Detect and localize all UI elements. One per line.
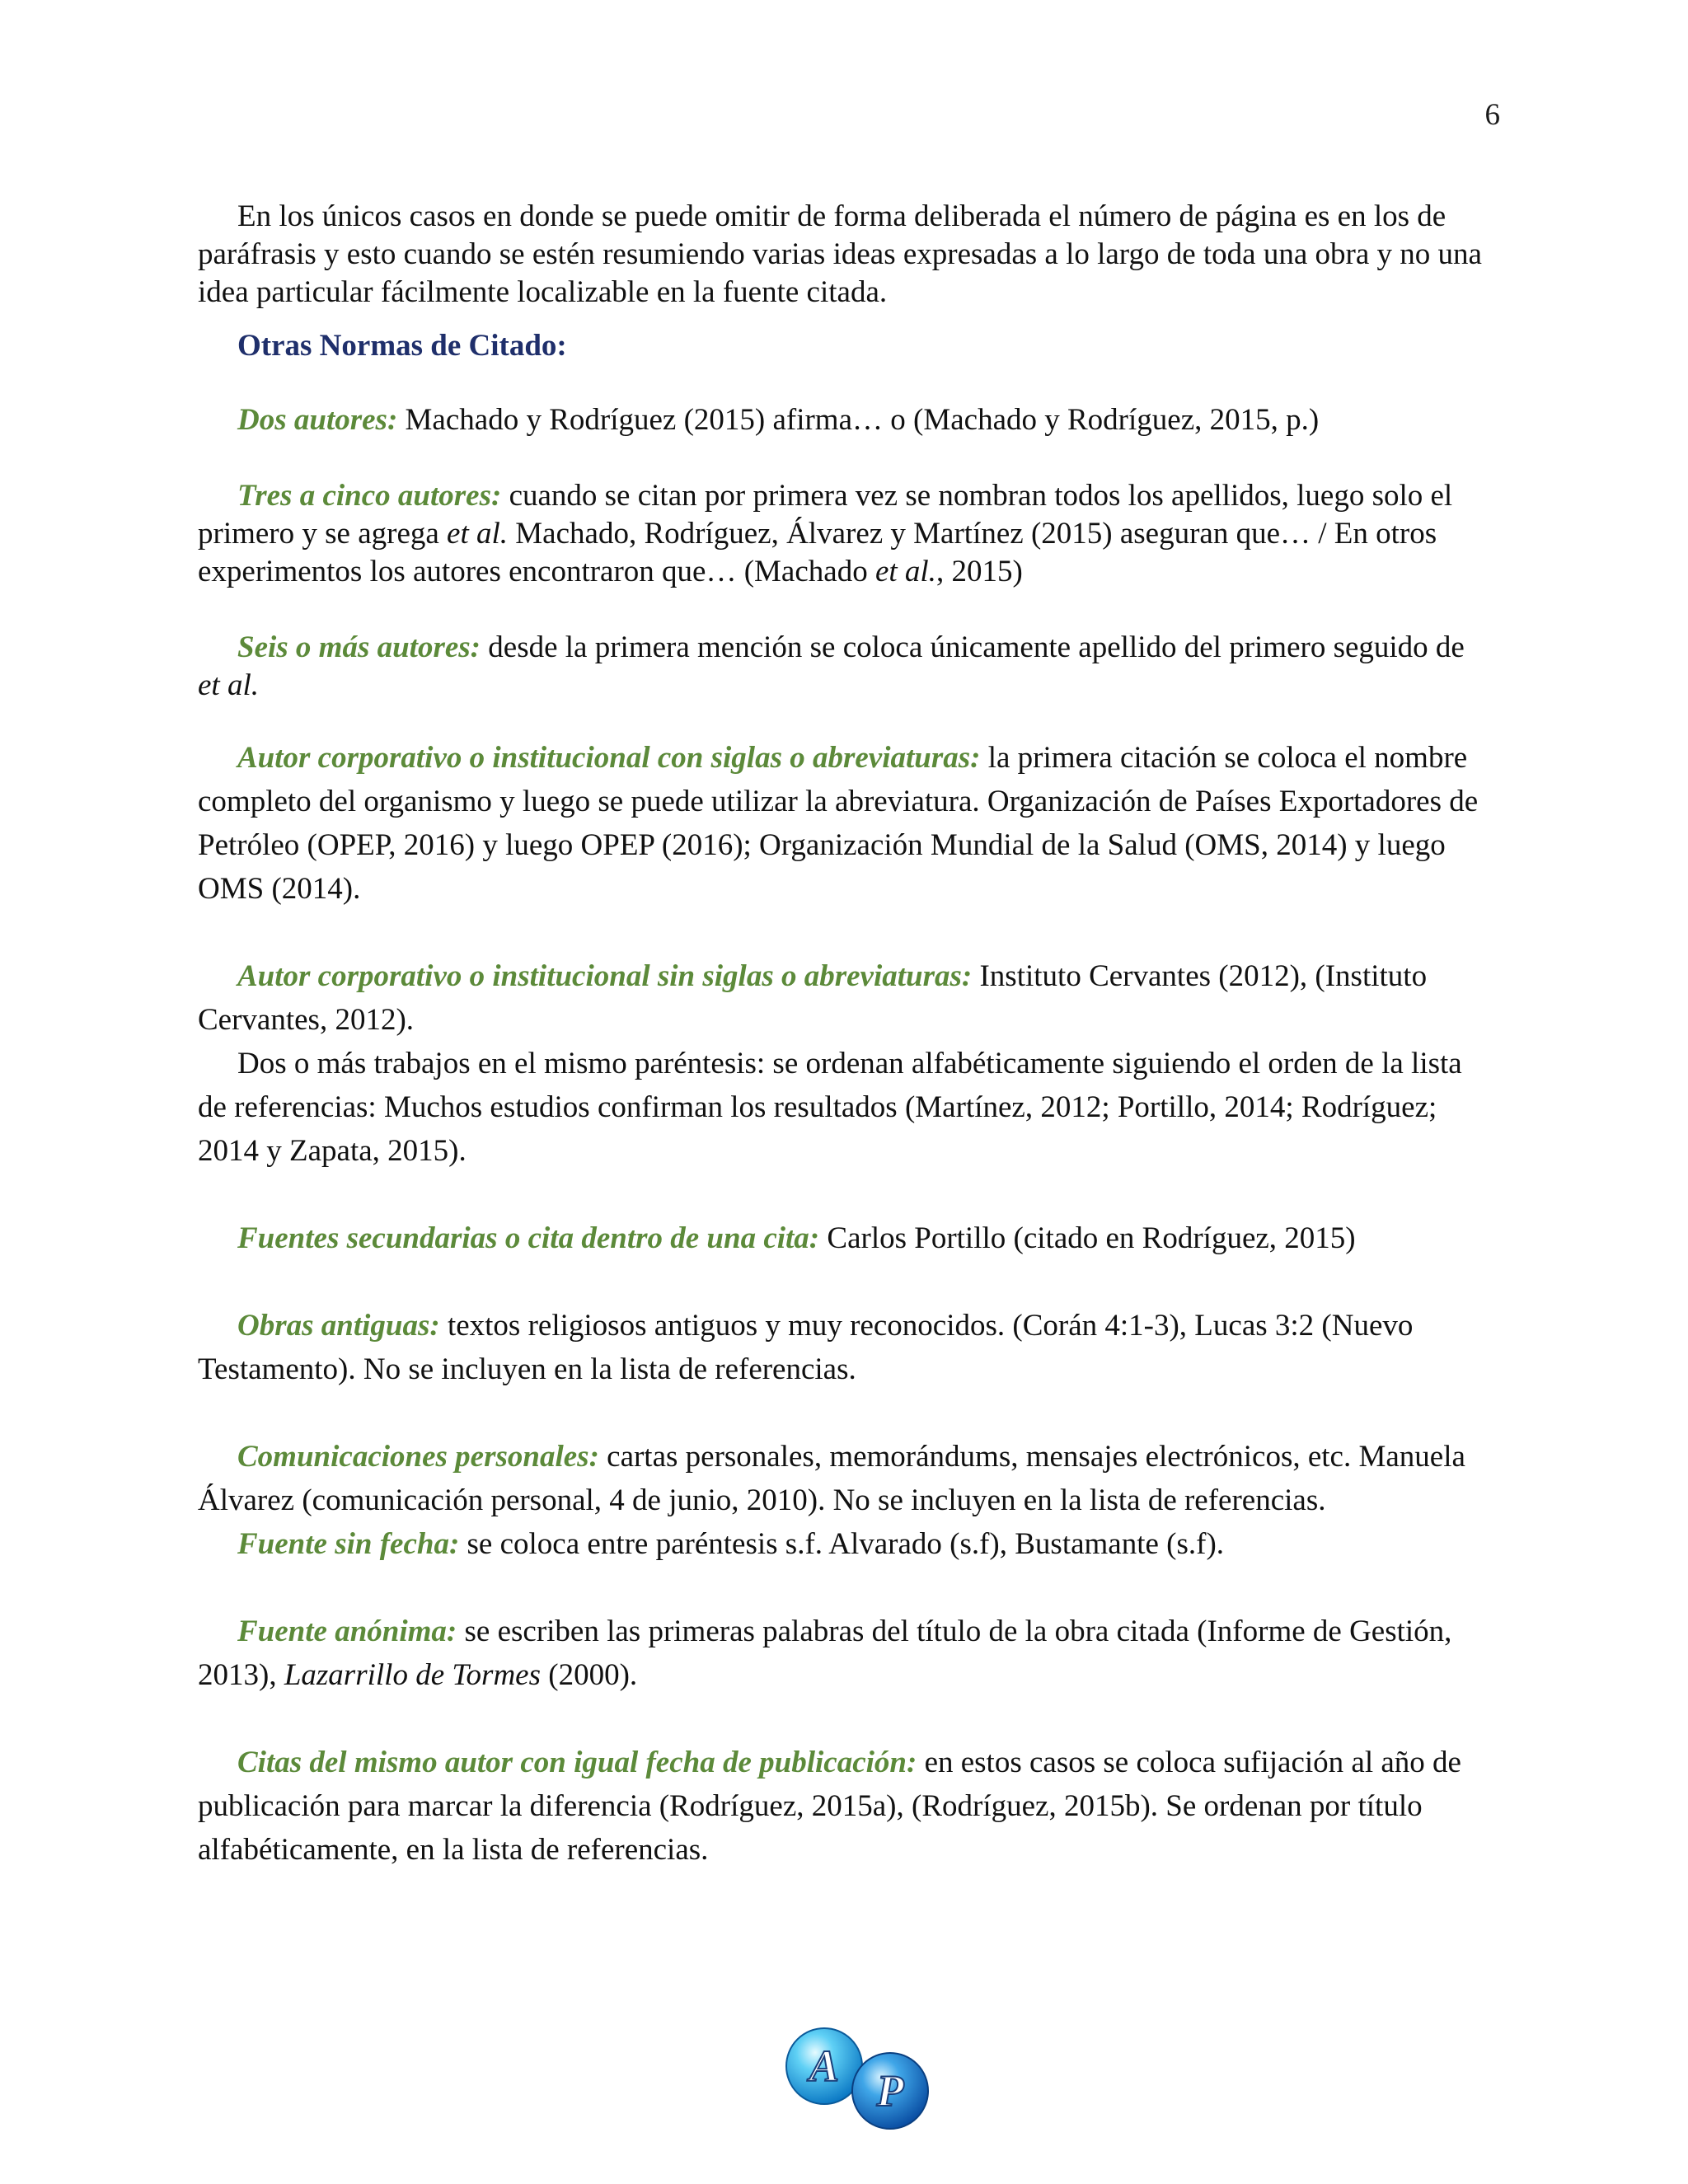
label-mismo-autor: Citas del mismo autor con igual fecha de publicación: [237,1746,917,1779]
text-tres-cinco-1: cuando se citan por primera vez se nombran todos los apellidos, luego solo el primero y se agrega [198,479,1453,551]
text-corporativo-siglas: la primera citación se coloca el nombre completo del organismo y luego se puede utilizar la abreviatura. Organización de Países Exportadores de Petróleo (OPEP, 2016) y luego OPEP (2016); Organización Mundial de la Salud (OMS, 2014) y luego OMS (2014). [198,741,1479,906]
logo-letter-p: P [876,2066,904,2116]
text-mismo-autor: en estos casos se coloca sufijación al año de publicación para marcar la diferencia (Rodríguez, 2015a), (Rodríguez, 2015b). Se ordenan por título alfabéticamente, en la lista de referencias. [198,1746,1461,1867]
label-tres-cinco-autores: Tres a cinco autores: [237,479,502,513]
logo-circle-p [852,2053,928,2129]
ap-logo [781,2023,935,2135]
label-fuente-anonima: Fuente anónima: [237,1615,457,1648]
logo-circle-a [786,2028,862,2104]
et-al-1: et al. [447,517,509,551]
section-heading: Otras Normas de Citado: [237,329,567,363]
text-fuente-anonima-1: se escriben las primeras palabras del título de la obra citada (Informe de Gestión, 2013), [198,1615,1452,1692]
paragraph-dos-autores [198,401,1484,439]
paragraph-fuentes-secundarias [198,1216,1484,1260]
label-fuentes-secundarias: Fuentes secundarias o cita dentro de una cita: [237,1221,820,1255]
paragraph-corporativo-sin-siglas [198,954,1484,1042]
label-obras-antiguas: Obras antiguas: [237,1309,440,1343]
text-tres-cinco-2: Machado, Rodríguez, Álvarez y Martínez (2015) aseguran que… / En otros experimentos los autores encontraron que… (Machado [198,517,1437,588]
et-al-3: et al. [198,668,259,702]
paragraph-mismo-autor [198,1741,1484,1872]
label-corporativo-sin-siglas: Autor corporativo o institucional sin siglas o abreviaturas: [237,959,973,993]
paragraph-seis-mas-autores [198,629,1484,705]
paragraph-fuente-sin-fecha [198,1522,1484,1566]
text-seis-mas: desde la primera mención se coloca únicamente apellido del primero seguido de [481,630,1465,664]
logo-letter-a: A [809,2041,840,2091]
text-fuentes-secundarias: Carlos Portillo (citado en Rodríguez, 2015) [819,1221,1356,1255]
text-tres-cinco-3: , 2015) [935,555,1023,588]
et-al-2: et al. [874,555,936,588]
document-body [198,198,1484,1872]
text-fuente-sin-fecha: se coloca entre paréntesis s.f. Alvarado (s.f), Bustamante (s.f). [459,1527,1225,1561]
label-corporativo-siglas: Autor corporativo o institucional con siglas o abreviaturas: [237,741,981,775]
paragraph-obras-antiguas [198,1304,1484,1391]
paragraph-dos-trabajos: Dos o más trabajos en el mismo paréntesis: se ordenan alfabéticamente siguiendo el orden de la lista de referencias: Muchos estudios confirman los resultados (Martínez, 2012; Portillo, 2014; Rodríguez; 2014 y Zapata, 2015). [198,1047,1462,1168]
text-dos-autores: Machado y Rodríguez (2015) afirma… o (Machado y Rodríguez, 2015, p.) [397,403,1320,437]
text-obras-antiguas: textos religiosos antiguos y muy reconocidos. (Corán 4:1-3), Lucas 3:2 (Nuevo Testamento). No se incluyen en la lista de referencias. [198,1309,1414,1386]
text-comunicaciones-personales: cartas personales, memorándums, mensajes electrónicos, etc. Manuela Álvarez (comunicación personal, 4 de junio, 2010). No se incluyen en la lista de referencias. [198,1440,1465,1517]
paragraph-tres-cinco-autores [198,477,1484,591]
title-lazarrillo: Lazarrillo de Tormes [284,1658,541,1692]
intro-paragraph: En los únicos casos en donde se puede omitir de forma deliberada el número de página es en los de paráfrasis y esto cuando se estén resumiendo varias ideas expresadas a lo largo de toda una obra y no una idea particular fácilmente localizable en la fuente citada. [198,199,1482,309]
paragraph-comunicaciones-personales [198,1435,1484,1522]
label-dos-autores: Dos autores: [237,403,398,437]
text-corporativo-sin-siglas: Instituto Cervantes (2012), (Instituto Cervantes, 2012). [198,959,1428,1037]
paragraph-fuente-anonima [198,1610,1484,1697]
label-comunicaciones-personales: Comunicaciones personales: [237,1440,599,1474]
text-fuente-anonima-2: (2000). [541,1658,638,1692]
label-fuente-sin-fecha: Fuente sin fecha: [237,1527,460,1561]
page-number: 6 [1484,98,1500,132]
paragraph-corporativo-siglas [198,736,1484,911]
label-seis-mas-autores: Seis o más autores: [237,630,481,664]
